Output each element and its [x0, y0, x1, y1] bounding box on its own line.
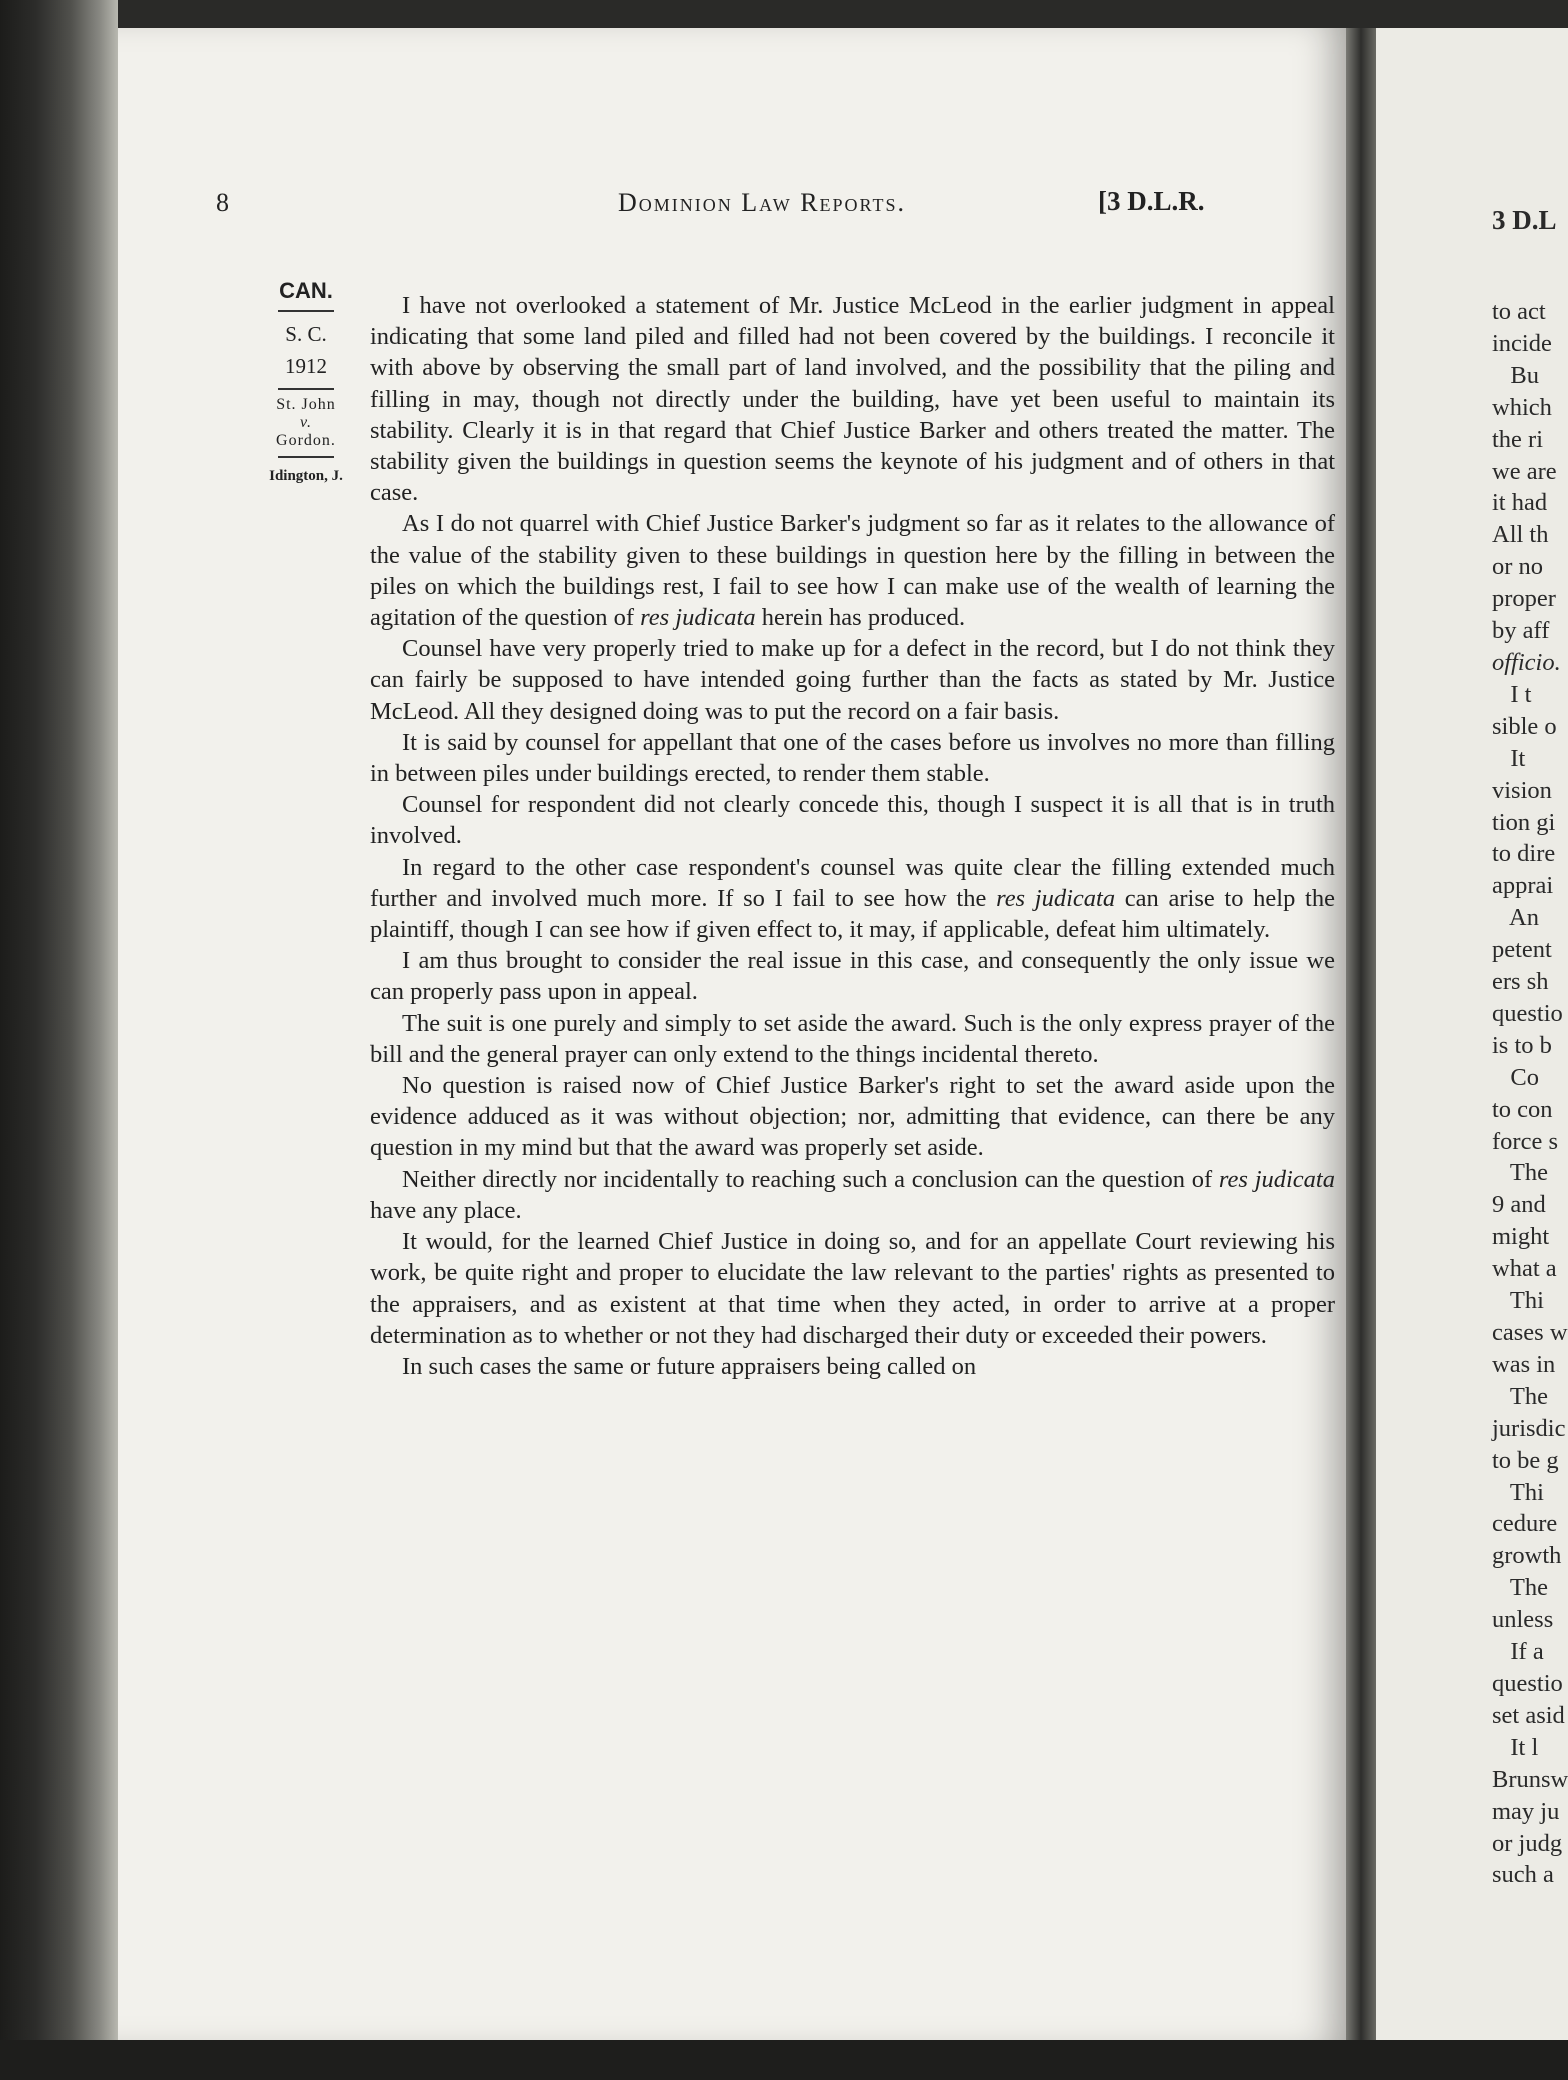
margin-judge: Idington, J. — [269, 468, 343, 484]
italic-term: res judicata — [640, 604, 756, 632]
right-line: It l — [1492, 1733, 1539, 1761]
right-line: might — [1492, 1223, 1550, 1251]
right-line: such a — [1492, 1861, 1554, 1889]
paragraph-text: As I do not quarrel with Chief Justice Barker's judgment so far as it relates to the allowance of the value of the stability given to these buildings in question here by the filling in between the piles on which the buildings rest, I fail to see how I can make use of the wealth of learning the agitation of the question of — [370, 510, 1335, 632]
right-line: sible o — [1492, 712, 1557, 740]
paragraph — [370, 727, 1335, 789]
right-line: An — [1492, 904, 1539, 932]
margin-case-line: St. John — [276, 396, 336, 413]
paragraph — [370, 1164, 1335, 1226]
right-line: The — [1492, 1382, 1549, 1410]
right-line: incide — [1492, 329, 1552, 357]
paragraph-text: In such cases the same or future appraisers being called on — [402, 1352, 977, 1380]
right-line: to act — [1492, 298, 1546, 325]
margin-case-line: v. — [300, 414, 312, 431]
right-line: jurisdic — [1492, 1414, 1566, 1442]
right-line: or judg — [1492, 1829, 1563, 1857]
right-line: to dire — [1492, 840, 1556, 868]
book-edge — [0, 0, 118, 2080]
paragraph — [370, 1008, 1335, 1070]
right-line: what a — [1492, 1255, 1557, 1283]
right-line: or no — [1492, 553, 1544, 581]
right-line: vision — [1492, 776, 1552, 804]
margin-case-line: Gordon. — [276, 432, 336, 449]
paragraph-text: It is said by counsel for appellant that one of the cases before us involves no more than filling in between piles under buildings erected, to render them stable. — [370, 728, 1335, 788]
right-line: All th — [1492, 521, 1549, 549]
right-line: to con — [1492, 1095, 1553, 1123]
running-title: Dominion Law Reports. — [618, 188, 906, 217]
margin-court: CAN. — [279, 278, 333, 303]
right-line: force s — [1492, 1127, 1558, 1155]
right-line: officio. — [1492, 648, 1561, 676]
right-line: The — [1492, 1574, 1549, 1602]
right-page — [1376, 28, 1568, 2040]
paragraph-text: The suit is one purely and simply to set aside the award. Such is the only express prayer of the bill and the general prayer can only extend to the things incidental thereto. — [370, 1009, 1335, 1068]
paragraph-text: Counsel for respondent did not clearly concede this, though I suspect it is all that is in truth involved. — [370, 791, 1335, 850]
right-line: ers sh — [1492, 968, 1549, 996]
right-line: apprai — [1492, 872, 1554, 900]
right-line: The — [1492, 1159, 1549, 1187]
margin-rule — [278, 310, 334, 312]
margin-rule — [278, 388, 334, 390]
right-line: it had — [1492, 489, 1548, 517]
paragraph — [370, 1226, 1335, 1351]
right-line: may ju — [1492, 1797, 1560, 1825]
margin-court-abbr: S. C. — [285, 322, 327, 346]
right-line: to be g — [1492, 1446, 1559, 1474]
margin-notes — [228, 278, 384, 485]
paragraph — [370, 852, 1335, 946]
paragraph-text: Counsel have very properly tried to make up for a defect in the record, but I do not think they can fairly be supposed to have intended going further than the facts as stated by Mr. Justice McLeod. All they designed doing was to put the record on a fair basis. — [370, 635, 1335, 725]
right-line: by aff — [1492, 617, 1550, 645]
paragraph-text: have any place. — [370, 1196, 522, 1224]
italic-term: res judicata — [1218, 1165, 1335, 1193]
right-line: 9 and — [1492, 1191, 1546, 1219]
volume-reference: [3 D.L.R. — [1098, 186, 1205, 216]
right-line: questio — [1492, 999, 1563, 1027]
margin-year: 1912 — [285, 354, 327, 378]
right-line: cedure — [1492, 1510, 1558, 1538]
left-page — [118, 28, 1346, 2040]
right-line: Thi — [1492, 1287, 1544, 1315]
paragraph — [370, 633, 1335, 727]
margin-rule — [278, 456, 334, 458]
right-line: petent — [1492, 936, 1552, 964]
paragraph-text: I have not overlooked a statement of Mr. Justice McLeod in the earlier judgment in appeal indicating that some land piled and filled had not been covered by the buildings. I reconcile it with above by observing the small part of land involved, and the possibility that the piling and filling in may, though not directly under the building, have yet been useful to maintain its stability. Clearly it is in that regard that Chief Justice Barker and others treated the matter. The stability given the buildings in question seems the keynote of his judgment and of others in that case. — [370, 292, 1335, 507]
right-line: proper — [1492, 585, 1556, 613]
right-line: the ri — [1492, 425, 1544, 453]
right-line: cases w — [1492, 1319, 1568, 1346]
right-line: It — [1492, 744, 1526, 772]
paragraph — [370, 945, 1335, 1007]
right-line: is to b — [1492, 1031, 1552, 1059]
paragraph — [370, 290, 1335, 508]
right-line: tion gi — [1492, 808, 1556, 836]
right-line: If a — [1492, 1638, 1544, 1666]
right-line: set asid — [1492, 1701, 1565, 1729]
paragraph — [370, 508, 1335, 633]
paragraph-text: It would, for the learned Chief Justice in doing so, and for an appellate Court reviewing his work, be quite right and proper to elucidate the law relevant to the parties' rights as presented to the appraisers, and as existent at that time when they acted, in order to arrive at a proper determination as to whether or not they had discharged their duty or exceeded their powers. — [370, 1228, 1335, 1349]
right-page-text — [1492, 296, 1568, 1891]
right-line: growth — [1492, 1542, 1562, 1570]
paragraph — [370, 1070, 1335, 1164]
right-line: I t — [1492, 680, 1532, 708]
right-line: unless — [1492, 1606, 1554, 1634]
paragraph — [370, 789, 1335, 851]
paragraph-text: I am thus brought to consider the real issue in this case, and consequently the only issue we can properly pass upon in appeal. — [370, 947, 1335, 1006]
right-line: Bu — [1492, 361, 1539, 389]
right-line: which — [1492, 393, 1552, 421]
paragraph-text: herein has produced. — [755, 604, 966, 632]
paragraph-text: In regard to the other case respondent's counsel was quite clear the filling extended much further and involved much more. If so I fail to see how the — [370, 853, 1335, 912]
italic-term: res judicata — [996, 884, 1116, 912]
right-line: Brunsw — [1492, 1765, 1568, 1793]
paragraph-text: can arise to help the plaintiff, though I can see how if given effect to, it may, if applicable, defeat him ultimately. — [370, 884, 1335, 944]
body-text — [370, 290, 1335, 1382]
paragraph-text: No question is raised now of Chief Justice Barker's right to set the award aside upon the evidence adduced as it was without objection; nor, admitting that evidence, can there be any question in my mind but that the award was properly set aside. — [370, 1072, 1335, 1162]
page-gutter — [1346, 28, 1376, 2040]
page-bottom-edge — [0, 2040, 1568, 2080]
right-line: was in — [1492, 1350, 1556, 1378]
page-number: 8 — [216, 188, 229, 217]
right-volume-reference: 3 D.L — [1492, 205, 1557, 235]
right-line: Co — [1492, 1063, 1539, 1091]
right-line: questio — [1492, 1669, 1563, 1697]
paragraph-text: Neither directly nor incidentally to reaching such a conclusion can the question of — [402, 1165, 1219, 1193]
right-line: we are — [1492, 457, 1557, 485]
right-line: Thi — [1492, 1478, 1544, 1506]
paragraph — [370, 1351, 1335, 1382]
